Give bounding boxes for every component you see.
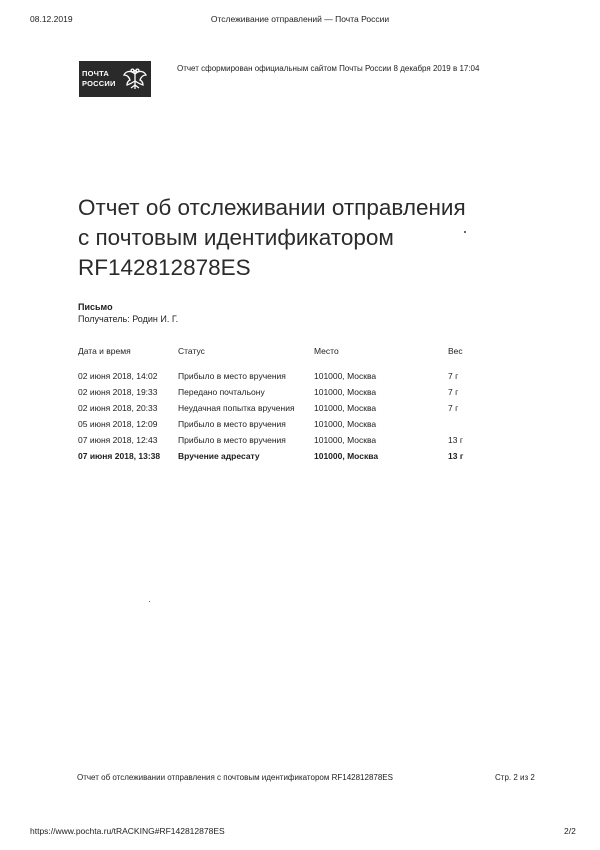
row-place: 101000, Москва bbox=[314, 371, 377, 381]
row-place: 101000, Москва bbox=[314, 403, 377, 413]
eagle-emblem-icon bbox=[118, 61, 151, 97]
row-status: Прибыло в место вручения bbox=[178, 419, 286, 429]
row-weight bbox=[446, 416, 490, 432]
logo-text bbox=[79, 61, 118, 97]
row-datetime: 02 июня 2018, 14:02 bbox=[78, 371, 158, 381]
row-weight: 13 г bbox=[448, 435, 463, 445]
report-title-line-2: с почтовым идентификатором bbox=[78, 225, 394, 250]
footer-document-title: Отчет об отслеживании отправления с почтовым идентификатором RF142812878ES bbox=[77, 773, 393, 782]
logo-line-2: РОССИИ bbox=[82, 79, 116, 88]
row-status: Передано почтальону bbox=[178, 387, 265, 397]
row-status: Прибыло в место вручения bbox=[178, 371, 286, 381]
row-place: 101000, Москва bbox=[314, 451, 379, 461]
row-weight: 13 г bbox=[448, 451, 464, 461]
table-row bbox=[76, 416, 490, 432]
row-weight: 7 г bbox=[448, 403, 459, 413]
logo-line-1: ПОЧТА bbox=[82, 69, 110, 78]
recipient: Получатель: Родин И. Г. bbox=[78, 314, 179, 324]
print-url: https://www.pochta.ru/tRACKING#RF142812878ES bbox=[30, 826, 225, 836]
print-page-title: Отслеживание отправлений — Почта России bbox=[210, 14, 390, 24]
row-weight: 7 г bbox=[448, 387, 459, 397]
report-title bbox=[78, 193, 518, 283]
tracking-number: RF142812878ES bbox=[78, 255, 251, 280]
row-datetime: 02 июня 2018, 20:33 bbox=[78, 403, 158, 413]
report-title-line-1: Отчет об отслеживании отправления bbox=[78, 195, 466, 220]
table-row bbox=[76, 384, 490, 400]
header-datetime: Дата и время bbox=[78, 346, 131, 356]
scan-speck bbox=[149, 601, 150, 602]
header-status: Статус bbox=[178, 346, 205, 356]
table-row bbox=[76, 368, 490, 384]
footer-page-info: Стр. 2 из 2 bbox=[495, 773, 535, 782]
row-weight: 7 г bbox=[448, 371, 459, 381]
report-generated-note: Отчет сформирован официальным сайтом Почты России 8 декабря 2019 в 17:04 bbox=[177, 64, 480, 73]
tracking-events-table bbox=[76, 344, 490, 464]
header-weight: Вес bbox=[448, 346, 463, 356]
scan-speck bbox=[464, 231, 466, 233]
row-datetime: 07 июня 2018, 13:38 bbox=[78, 451, 161, 461]
row-datetime: 05 июня 2018, 12:09 bbox=[78, 419, 158, 429]
table-row bbox=[76, 400, 490, 416]
row-place: 101000, Москва bbox=[314, 387, 377, 397]
row-status: Прибыло в место вручения bbox=[178, 435, 286, 445]
row-place: 101000, Москва bbox=[314, 419, 377, 429]
print-date: 08.12.2019 bbox=[30, 14, 73, 24]
row-datetime: 02 июня 2018, 19:33 bbox=[78, 387, 158, 397]
print-page-count: 2/2 bbox=[564, 826, 576, 836]
row-datetime: 07 июня 2018, 12:43 bbox=[78, 435, 158, 445]
row-place: 101000, Москва bbox=[314, 435, 377, 445]
table-header-row bbox=[76, 344, 490, 368]
russian-post-logo bbox=[79, 61, 151, 97]
row-status: Неудачная попытка вручения bbox=[178, 403, 295, 413]
table-row-final bbox=[76, 448, 490, 464]
table-row bbox=[76, 432, 490, 448]
header-place: Место bbox=[314, 346, 339, 356]
item-type: Письмо bbox=[78, 302, 113, 312]
row-status: Вручение адресату bbox=[178, 451, 260, 461]
